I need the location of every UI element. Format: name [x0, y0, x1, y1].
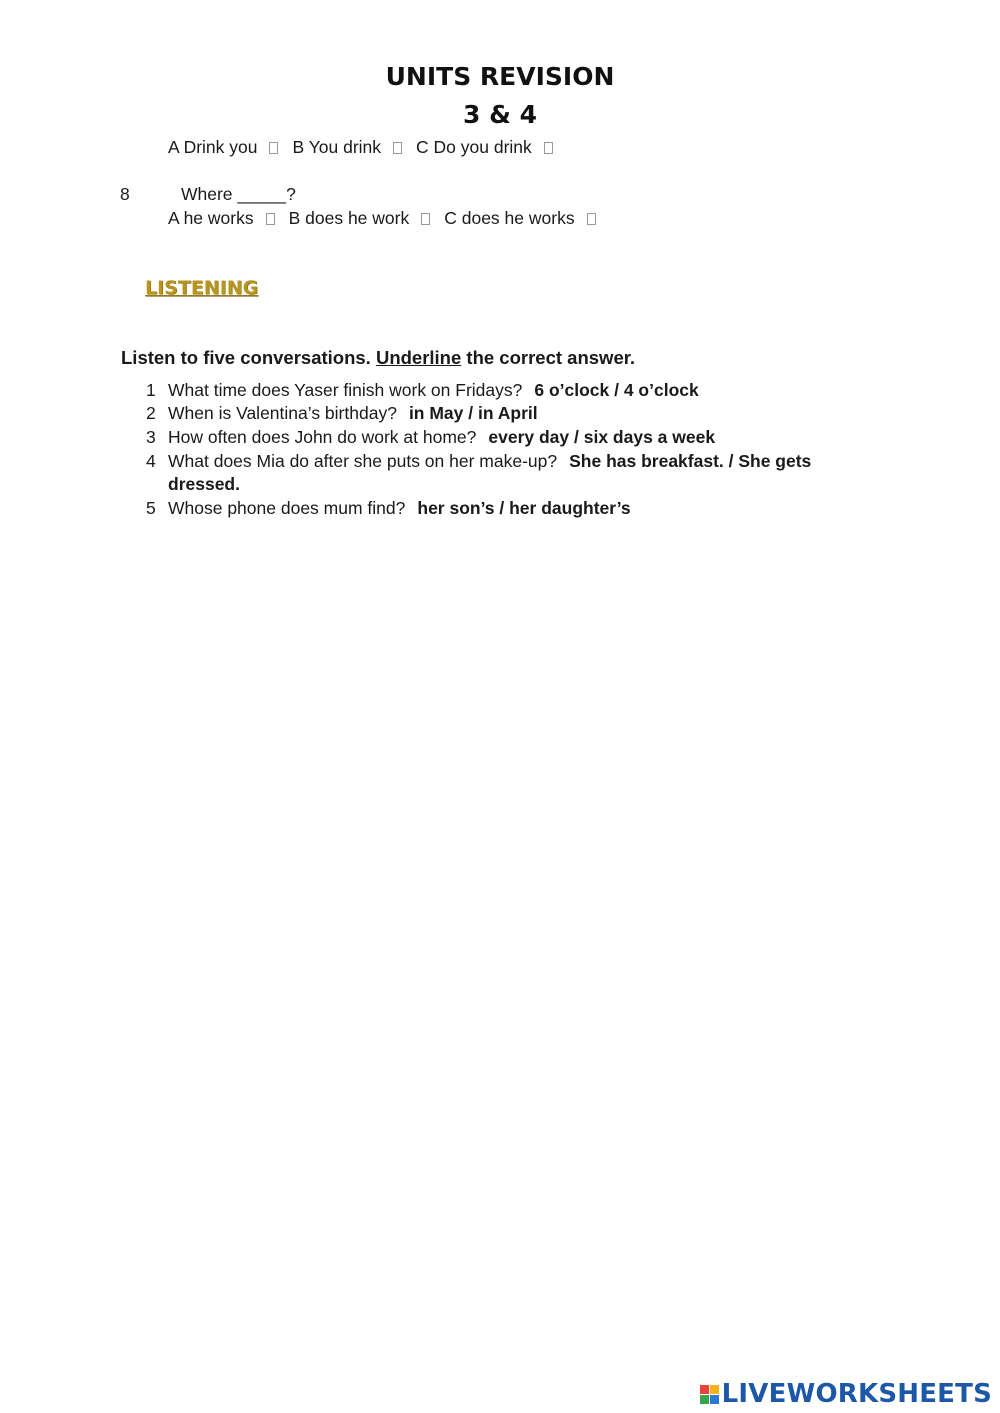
underline-word: Underline	[375, 347, 462, 368]
list-item	[146, 403, 538, 424]
item-number: 1	[146, 380, 156, 400]
item-number: 2	[146, 403, 156, 423]
list-item	[146, 427, 715, 448]
list-item	[146, 380, 699, 401]
checkbox[interactable]	[544, 142, 553, 154]
q8-option-b: B does he work	[288, 208, 410, 228]
checkbox[interactable]	[266, 213, 275, 225]
item-answer[interactable]: in May / in April	[408, 403, 538, 423]
listening-instruction: Listen to five conversations. Underline the correct answer.	[121, 347, 636, 368]
item-question: When is Valentina’s birthday?	[168, 403, 397, 423]
page-title: UNITS REVISION	[385, 62, 615, 91]
item-answer[interactable]: her son’s / her daughter’s	[417, 498, 631, 518]
q8-number: 8	[120, 184, 130, 204]
q8-option-a: A he works	[168, 208, 254, 228]
item-number: 3	[146, 427, 156, 447]
q7-option-c: C Do you drink	[416, 137, 532, 157]
item-number: 5	[146, 498, 156, 518]
q8-stem: Where _____?	[181, 184, 296, 204]
q8-option-c: C does he works	[444, 208, 575, 228]
list-item	[146, 451, 811, 472]
list-item	[146, 498, 631, 519]
item-answer[interactable]: 6 o’clock / 4 o’clock	[534, 380, 699, 400]
item-question: What time does Yaser finish work on Fridays?	[168, 380, 523, 400]
checkbox[interactable]	[587, 213, 596, 225]
item-answer[interactable]: She has breakfast. / She gets	[569, 451, 812, 471]
checkbox[interactable]	[269, 142, 278, 154]
q7-options	[168, 137, 567, 158]
item-number: 4	[146, 451, 156, 471]
page-subtitle: 3 & 4	[463, 100, 537, 129]
item-question: How often does John do work at home?	[168, 427, 477, 447]
checkbox[interactable]	[393, 142, 402, 154]
item-question: What does Mia do after she puts on her make-up?	[168, 451, 558, 471]
liveworksheets-logo	[700, 1379, 992, 1409]
item-question: Whose phone does mum find?	[168, 498, 406, 518]
q7-option-b: B You drink	[292, 137, 382, 157]
q7-option-a: A Drink you	[168, 137, 258, 157]
listening-heading: LISTENING	[145, 277, 259, 299]
item-answer[interactable]: every day / six days a week	[488, 427, 716, 447]
item-answer-continuation[interactable]: dressed.	[168, 474, 240, 494]
q8-options	[168, 208, 610, 229]
logo-text: LIVEWORKSHEETS	[721, 1379, 992, 1409]
checkbox[interactable]	[421, 213, 430, 225]
logo-mark-icon	[700, 1385, 719, 1404]
